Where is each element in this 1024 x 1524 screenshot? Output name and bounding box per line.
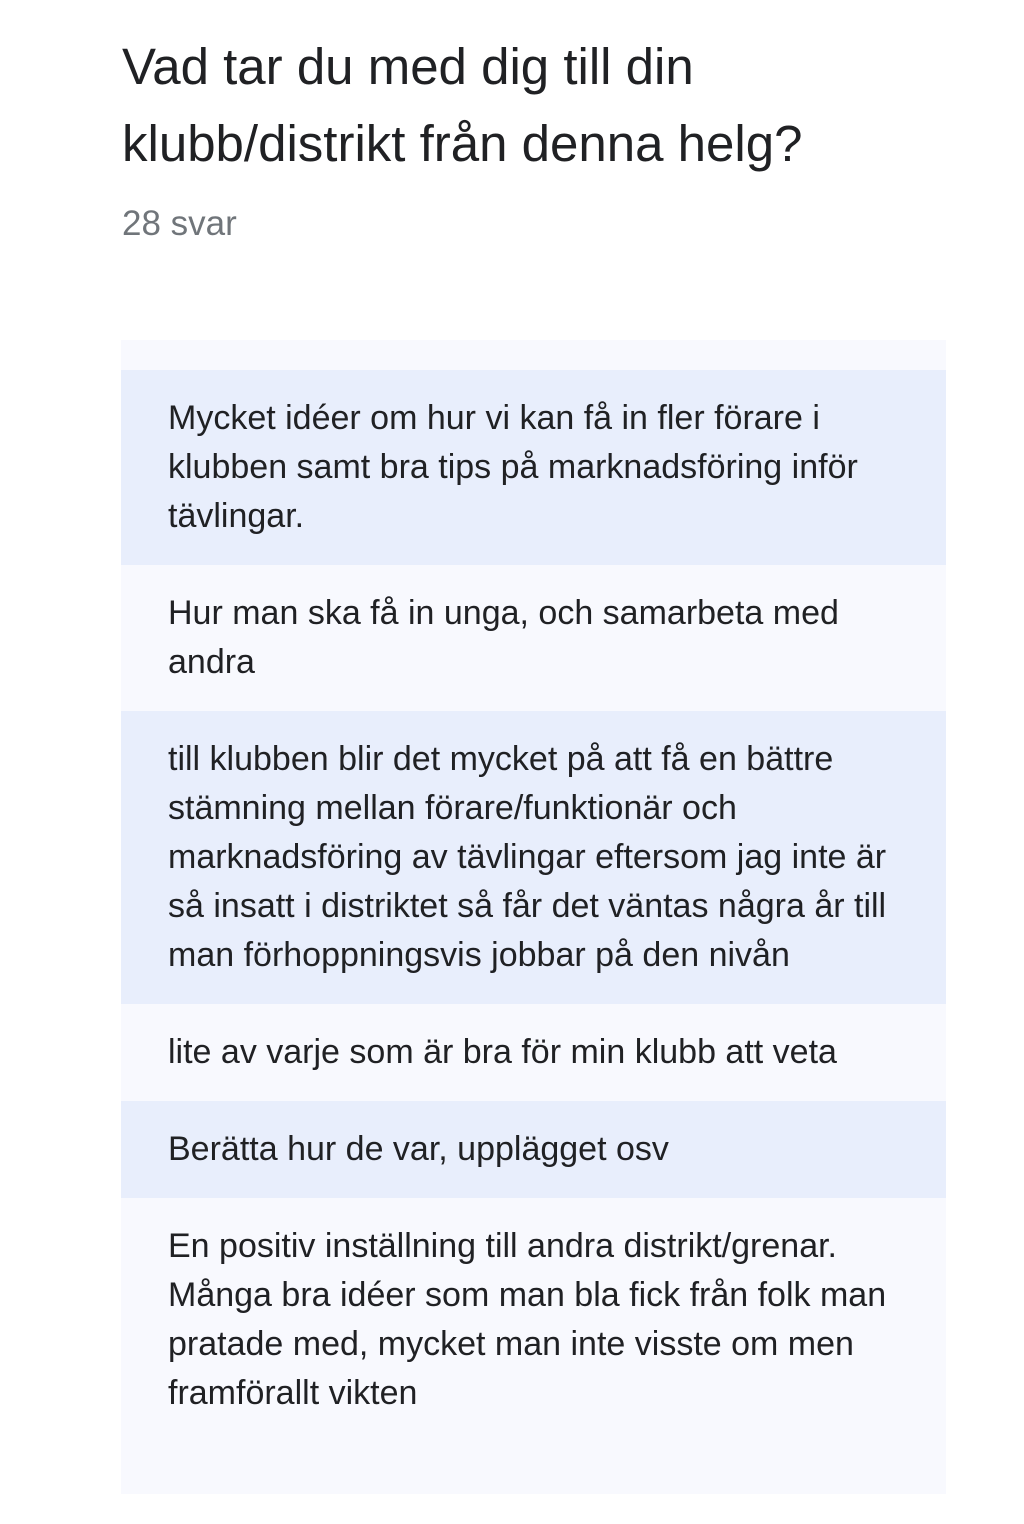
response-item: Mycket idéer om hur vi kan få in fler förare i klubben samt bra tips på marknadsföring inför tävlingar. <box>121 370 946 565</box>
response-item: lite av varje som är bra för min klubb att veta <box>121 1004 946 1101</box>
responses-list <box>121 370 946 1442</box>
response-count: 28 svar <box>122 204 237 243</box>
response-item: Berätta hur de var, upplägget osv <box>121 1101 946 1198</box>
response-item: Hur man ska få in unga, och samarbeta med andra <box>121 565 946 711</box>
question-title: Vad tar du med dig till din klubb/distrikt från denna helg? <box>122 38 803 172</box>
response-item: En positiv inställning till andra distrikt/grenar. Många bra idéer som man bla fick från folk man pratade med, mycket man inte visste om men framförallt vikten <box>121 1198 946 1442</box>
responses-panel[interactable] <box>121 340 946 1494</box>
response-item: till klubben blir det mycket på att få en bättre stämning mellan förare/funktionär och marknadsföring av tävlingar eftersom jag inte är så insatt i distriktet så får det väntas några år till man förhoppningsvis jobbar på den nivån <box>121 711 946 1004</box>
